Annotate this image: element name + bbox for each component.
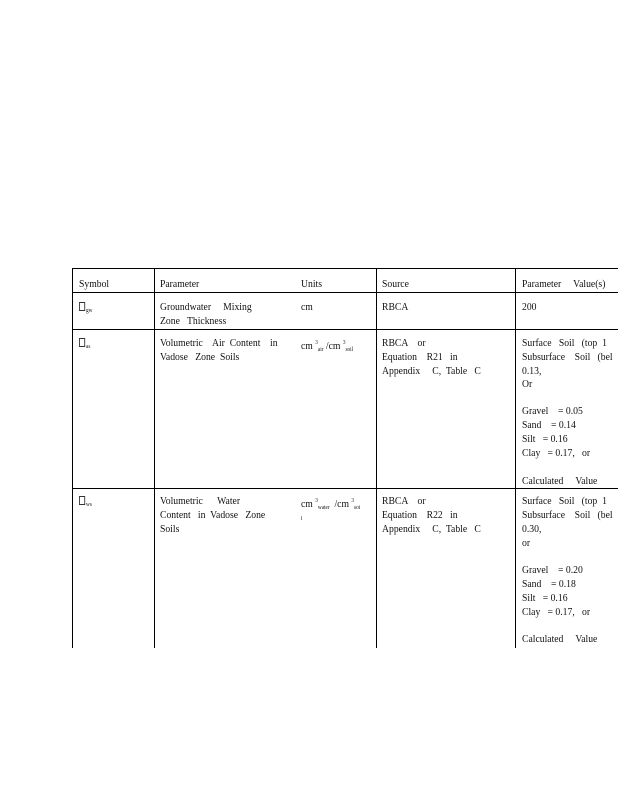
row3-values-line1: Surface Soil (top 1 — [522, 495, 607, 507]
row3-symbol: ws — [79, 494, 92, 512]
row3-values-line11: Calculated Value — [522, 633, 598, 645]
row3-values-line8: Silt = 0.16 — [522, 592, 568, 604]
row2-values-line7: Sand = 0.14 — [522, 419, 576, 431]
row2-parameter-line2: Vadose Zone Soils — [160, 351, 240, 363]
missing-glyph-icon — [79, 496, 85, 505]
header-parameter: Parameter — [160, 278, 200, 290]
row2-values-line11: Calculated Value — [522, 475, 598, 487]
row3-values-line7: Sand = 0.18 — [522, 578, 576, 590]
row2-values-line9: Clay = 0.17, or — [522, 447, 591, 459]
row3-values-line6: Gravel = 0.20 — [522, 564, 583, 576]
row3-parameter-line3: Soils — [160, 523, 180, 535]
row2-symbol: as — [79, 336, 90, 354]
row2-values-line8: Silt = 0.16 — [522, 433, 568, 445]
row2-parameter-line1: Volumetric Air Content in — [160, 337, 278, 349]
row3-parameter-line1: Volumetric Water — [160, 495, 241, 507]
col-divider-values — [515, 268, 516, 648]
missing-glyph-icon — [79, 338, 85, 347]
row1-parameter-line1: Groundwater Mixing — [160, 301, 252, 313]
missing-glyph-icon — [79, 302, 85, 311]
row3-source-line3: Appendix C, Table C — [382, 523, 481, 535]
row1-symbol: gw — [79, 300, 93, 318]
row3-values-line4: or — [522, 537, 531, 549]
row1-units: cm — [301, 301, 313, 313]
row2-values-line3: 0.13, — [522, 365, 542, 377]
col-divider-source — [376, 268, 377, 648]
row3-parameter-line2: Content in Vadose Zone — [160, 509, 266, 521]
row3-source-line1: RBCA or — [382, 495, 426, 507]
row3-units-wrap: l — [301, 516, 303, 522]
header-values: Parameter Value(s) — [522, 278, 606, 290]
row2-source-line3: Appendix C, Table C — [382, 365, 481, 377]
row3-values-line9: Clay = 0.17, or — [522, 606, 591, 618]
row3-values-line2: Subsurface Soil (bel — [522, 509, 613, 521]
row2-values-line4: Or — [522, 378, 533, 390]
row3-units: cm $^3_{water}$ /cm $^3_{soi}$ — [301, 498, 361, 511]
row1-source-line1: RBCA — [382, 301, 409, 313]
row2-values-line6: Gravel = 0.05 — [522, 405, 583, 417]
row2-values-line1: Surface Soil (top 1 — [522, 337, 607, 349]
header-source: Source — [382, 278, 409, 290]
row3-source-line2: Equation R22 in — [382, 509, 458, 521]
row3-values-line3: 0.30, — [522, 523, 542, 535]
row2-source-line2: Equation R21 in — [382, 351, 458, 363]
row1-parameter-line2: Zone Thickness — [160, 315, 227, 327]
header-units: Units — [301, 278, 322, 290]
row2-units: cm $^3_{air}$ /cm $^3_{soil}$ — [301, 340, 354, 353]
header-symbol: Symbol — [79, 278, 110, 290]
row2-values-line2: Subsurface Soil (bel — [522, 351, 613, 363]
row1-values-line1: 200 — [522, 301, 537, 313]
table-left-border — [72, 268, 73, 648]
col-divider-parameter — [154, 268, 155, 648]
row2-source-line1: RBCA or — [382, 337, 426, 349]
